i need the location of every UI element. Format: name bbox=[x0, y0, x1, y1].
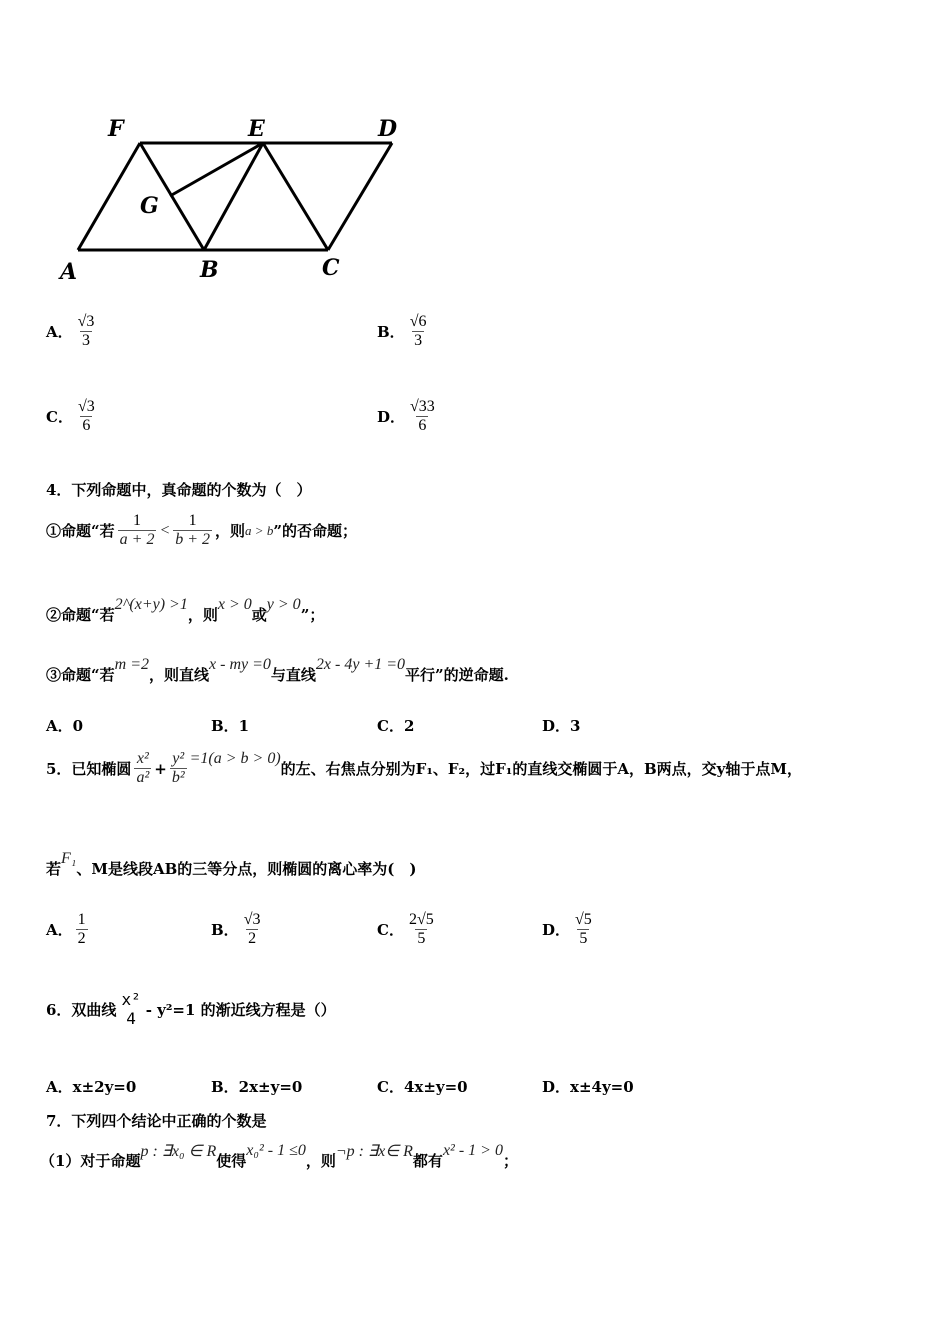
text: 4 bbox=[126, 1009, 136, 1028]
option-letter: D． bbox=[377, 408, 406, 426]
option-letter: B． bbox=[377, 323, 405, 341]
text: B． bbox=[211, 921, 239, 939]
text: ③命题“若 bbox=[46, 666, 115, 684]
text: 1 bbox=[77, 911, 86, 928]
label-F: F bbox=[108, 116, 124, 142]
q6-option-b[interactable]: B．2x±y=0 bbox=[211, 1078, 303, 1096]
text: =1(a > b > 0) bbox=[189, 749, 281, 767]
option-letter: C． bbox=[46, 408, 73, 426]
q5-option-d[interactable] bbox=[542, 911, 597, 948]
q4-stem: 4．下列命题中，真命题的个数为（ ） bbox=[46, 481, 312, 499]
label-D: D bbox=[378, 116, 398, 142]
text: 2√5 bbox=[408, 911, 434, 928]
q6-option-c[interactable]: C．4x±y=0 bbox=[377, 1078, 468, 1096]
q5-option-b[interactable] bbox=[211, 911, 265, 948]
q6-stem bbox=[46, 990, 336, 1028]
q7-stem: 7．下列四个结论中正确的个数是 bbox=[46, 1112, 267, 1130]
fraction bbox=[76, 911, 88, 948]
text: 1 bbox=[188, 512, 197, 529]
fraction bbox=[76, 398, 97, 435]
q4-option-b[interactable]: B．1 bbox=[211, 717, 250, 735]
q3-option-b[interactable] bbox=[377, 313, 431, 350]
text: 3 bbox=[414, 332, 423, 349]
text: 5．已知椭圆 bbox=[46, 760, 132, 778]
text: ¬p : ∃x∈ R bbox=[335, 1142, 413, 1160]
q4-statement-2 bbox=[46, 595, 325, 625]
text: √3 bbox=[243, 911, 261, 928]
q5-stem-line2 bbox=[46, 849, 417, 879]
text: x₀² - 1 ≤0 bbox=[246, 1141, 306, 1159]
label-E: E bbox=[248, 116, 265, 142]
text: 2^(x+y) >1 bbox=[114, 595, 188, 613]
text: 平行”的逆命题. bbox=[405, 666, 509, 684]
text: ”； bbox=[300, 606, 325, 624]
q4-option-c[interactable]: C．2 bbox=[377, 717, 415, 735]
label-G: G bbox=[140, 193, 159, 219]
text: 6．双曲线 bbox=[46, 1000, 117, 1019]
text: F₁ bbox=[61, 849, 77, 867]
fraction bbox=[76, 313, 97, 350]
q6-option-a[interactable]: A．x±2y=0 bbox=[46, 1078, 137, 1096]
q7-statement-1 bbox=[40, 1141, 518, 1171]
q3-option-d[interactable] bbox=[377, 398, 440, 435]
text: 2 bbox=[77, 930, 86, 947]
label-A: A bbox=[60, 259, 78, 285]
text: y > 0 bbox=[266, 595, 301, 613]
fraction bbox=[573, 911, 594, 948]
text: 6 bbox=[418, 417, 427, 434]
text: 与直线 bbox=[270, 666, 316, 684]
q5-stem bbox=[46, 750, 802, 787]
text: √5 bbox=[575, 911, 592, 928]
text: 5 bbox=[417, 930, 426, 947]
text: 2x - 4y +1 =0 bbox=[315, 655, 406, 673]
text: + bbox=[154, 759, 167, 778]
text: 6 bbox=[82, 417, 91, 434]
text: x² bbox=[121, 990, 141, 1009]
text: ”的否命题； bbox=[273, 522, 357, 540]
text: ，则 bbox=[187, 606, 218, 624]
fraction bbox=[170, 750, 187, 787]
geometry-figure bbox=[0, 0, 950, 300]
option-letter: A． bbox=[46, 323, 73, 341]
text: A． bbox=[46, 921, 73, 939]
q3-option-a[interactable] bbox=[46, 313, 99, 350]
q4-option-a[interactable]: A．0 bbox=[46, 717, 84, 735]
text: ②命题“若 bbox=[46, 606, 115, 624]
text: 的左、右焦点分别为F₁、F₂，过F₁的直线交椭圆于A，B两点，交y轴于点M， bbox=[280, 760, 802, 778]
text: a + 2 bbox=[119, 531, 155, 548]
label-C: C bbox=[322, 255, 340, 281]
q5-option-a[interactable] bbox=[46, 911, 91, 948]
text: 1 bbox=[133, 512, 142, 529]
text: b² bbox=[171, 769, 185, 786]
fraction bbox=[408, 398, 437, 435]
text: p : ∃x₀ ∈ R bbox=[140, 1142, 217, 1160]
text: （1）对于命题 bbox=[40, 1152, 141, 1170]
text: ①命题“若 bbox=[46, 522, 115, 540]
fraction bbox=[173, 512, 212, 549]
q5-option-c[interactable] bbox=[377, 911, 439, 948]
text: < bbox=[159, 521, 171, 539]
text: D． bbox=[542, 921, 571, 939]
q6-option-d[interactable]: D．x±4y=0 bbox=[542, 1078, 634, 1096]
fraction bbox=[118, 512, 157, 549]
text: x > 0 bbox=[217, 595, 252, 613]
text: a > b bbox=[245, 522, 274, 538]
fraction bbox=[407, 911, 436, 948]
text: 都有 bbox=[412, 1152, 443, 1170]
text: - y²=1 的渐近线方程是（） bbox=[145, 1000, 336, 1019]
text: x² - 1 > 0 bbox=[442, 1141, 503, 1159]
text: ，则 bbox=[215, 522, 246, 540]
text: C． bbox=[377, 921, 404, 939]
text: √6 bbox=[409, 313, 427, 330]
text: 2 bbox=[248, 930, 257, 947]
text: 或 bbox=[251, 606, 267, 624]
text: √3 bbox=[77, 398, 95, 415]
q4-option-d[interactable]: D．3 bbox=[542, 717, 581, 735]
text: m =2 bbox=[114, 655, 149, 673]
text: ； bbox=[502, 1152, 518, 1170]
text: ，则 bbox=[305, 1152, 336, 1170]
text: ，则直线 bbox=[149, 666, 210, 684]
text: 5 bbox=[579, 930, 588, 947]
text: x - my =0 bbox=[209, 655, 271, 673]
q3-option-c[interactable] bbox=[46, 398, 100, 435]
q4-statement-3 bbox=[46, 655, 509, 685]
fraction bbox=[408, 313, 429, 350]
text: 、M是线段AB的三等分点，则椭圆的离心率为( ) bbox=[76, 860, 417, 878]
text: b + 2 bbox=[175, 531, 211, 548]
fraction bbox=[119, 990, 142, 1028]
label-B: B bbox=[200, 257, 219, 283]
text: a² bbox=[136, 769, 150, 786]
text: x² bbox=[136, 750, 149, 767]
text: y² bbox=[172, 750, 185, 767]
text: 若 bbox=[46, 860, 62, 878]
q4-statement-1 bbox=[46, 512, 357, 549]
fraction bbox=[134, 750, 151, 787]
text: √3 bbox=[77, 313, 95, 330]
fraction bbox=[242, 911, 263, 948]
text: 3 bbox=[82, 332, 91, 349]
text: √33 bbox=[410, 398, 435, 415]
text: 使得 bbox=[216, 1152, 247, 1170]
